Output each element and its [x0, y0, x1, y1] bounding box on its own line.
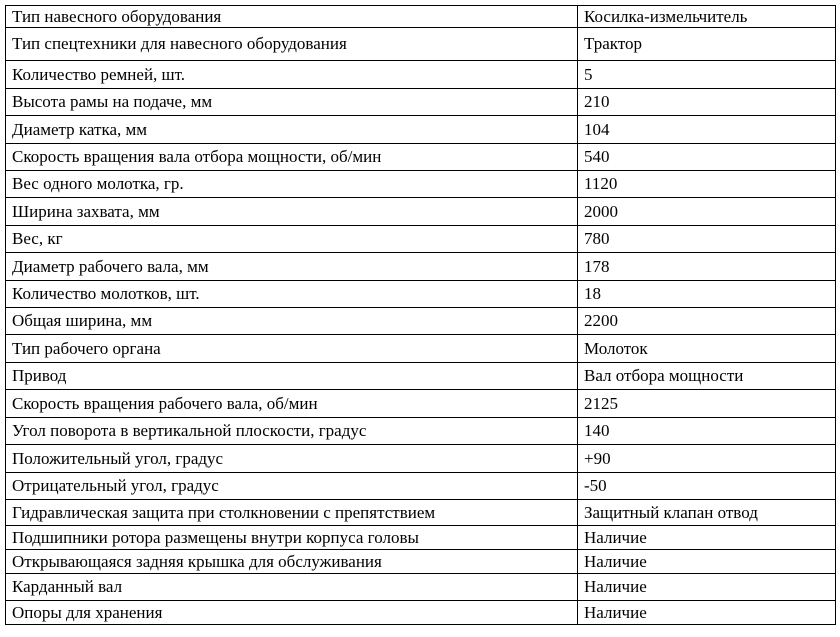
row-value: +90 — [578, 445, 836, 473]
table-row — [6, 418, 836, 445]
row-label: Гидравлическая защита при столкновении с препятствием — [6, 500, 578, 526]
row-label: Тип рабочего органа — [6, 335, 578, 363]
row-label: Скорость вращения вала отбора мощности, об/мин — [6, 144, 578, 171]
table-row — [6, 601, 836, 625]
row-value: 2125 — [578, 390, 836, 418]
row-label: Количество ремней, шт. — [6, 61, 578, 89]
row-value: Наличие — [578, 526, 836, 550]
table-row — [6, 363, 836, 390]
row-label: Скорость вращения рабочего вала, об/мин — [6, 390, 578, 418]
table-row — [6, 445, 836, 473]
row-label: Тип навесного оборудования — [6, 6, 578, 28]
row-label: Положительный угол, градус — [6, 445, 578, 473]
row-value: Косилка-измельчитель — [578, 6, 836, 28]
table-row — [6, 473, 836, 500]
table-row — [6, 116, 836, 144]
row-value: 780 — [578, 226, 836, 253]
row-value: 18 — [578, 281, 836, 308]
row-value: 1120 — [578, 171, 836, 198]
row-label: Угол поворота в вертикальной плоскости, градус — [6, 418, 578, 445]
table-row — [6, 335, 836, 363]
table-row — [6, 6, 836, 28]
row-label: Вес, кг — [6, 226, 578, 253]
row-label: Подшипники ротора размещены внутри корпуса головы — [6, 526, 578, 550]
table-row — [6, 526, 836, 550]
row-value: Наличие — [578, 601, 836, 625]
table-row — [6, 281, 836, 308]
table-row — [6, 574, 836, 601]
row-label: Вес одного молотка, гр. — [6, 171, 578, 198]
row-label: Тип спецтехники для навесного оборудования — [6, 28, 578, 61]
row-value: Вал отбора мощности — [578, 363, 836, 390]
table-row — [6, 171, 836, 198]
table-row — [6, 89, 836, 116]
row-value: 178 — [578, 253, 836, 281]
row-value: 540 — [578, 144, 836, 171]
row-label: Привод — [6, 363, 578, 390]
row-value: 210 — [578, 89, 836, 116]
row-value: Защитный клапан отвод — [578, 500, 836, 526]
table-row — [6, 253, 836, 281]
row-value: 2000 — [578, 198, 836, 226]
table-row — [6, 226, 836, 253]
row-label: Диаметр катка, мм — [6, 116, 578, 144]
row-label: Общая ширина, мм — [6, 308, 578, 335]
row-label: Карданный вал — [6, 574, 578, 601]
row-value: Наличие — [578, 550, 836, 574]
table-row — [6, 308, 836, 335]
row-value: Трактор — [578, 28, 836, 61]
row-value: Молоток — [578, 335, 836, 363]
table-row — [6, 198, 836, 226]
row-value: 5 — [578, 61, 836, 89]
table-row — [6, 28, 836, 61]
table-row — [6, 500, 836, 526]
row-value: -50 — [578, 473, 836, 500]
row-label: Отрицательный угол, градус — [6, 473, 578, 500]
row-label: Диаметр рабочего вала, мм — [6, 253, 578, 281]
table-row — [6, 61, 836, 89]
table-row — [6, 390, 836, 418]
row-label: Опоры для хранения — [6, 601, 578, 625]
row-value: 2200 — [578, 308, 836, 335]
table-row — [6, 550, 836, 574]
table-row — [6, 144, 836, 171]
row-label: Высота рамы на подаче, мм — [6, 89, 578, 116]
row-value: Наличие — [578, 574, 836, 601]
row-label: Количество молотков, шт. — [6, 281, 578, 308]
row-label: Открывающаяся задняя крышка для обслуживания — [6, 550, 578, 574]
row-label: Ширина захвата, мм — [6, 198, 578, 226]
spec-table — [5, 5, 836, 625]
row-value: 104 — [578, 116, 836, 144]
row-value: 140 — [578, 418, 836, 445]
